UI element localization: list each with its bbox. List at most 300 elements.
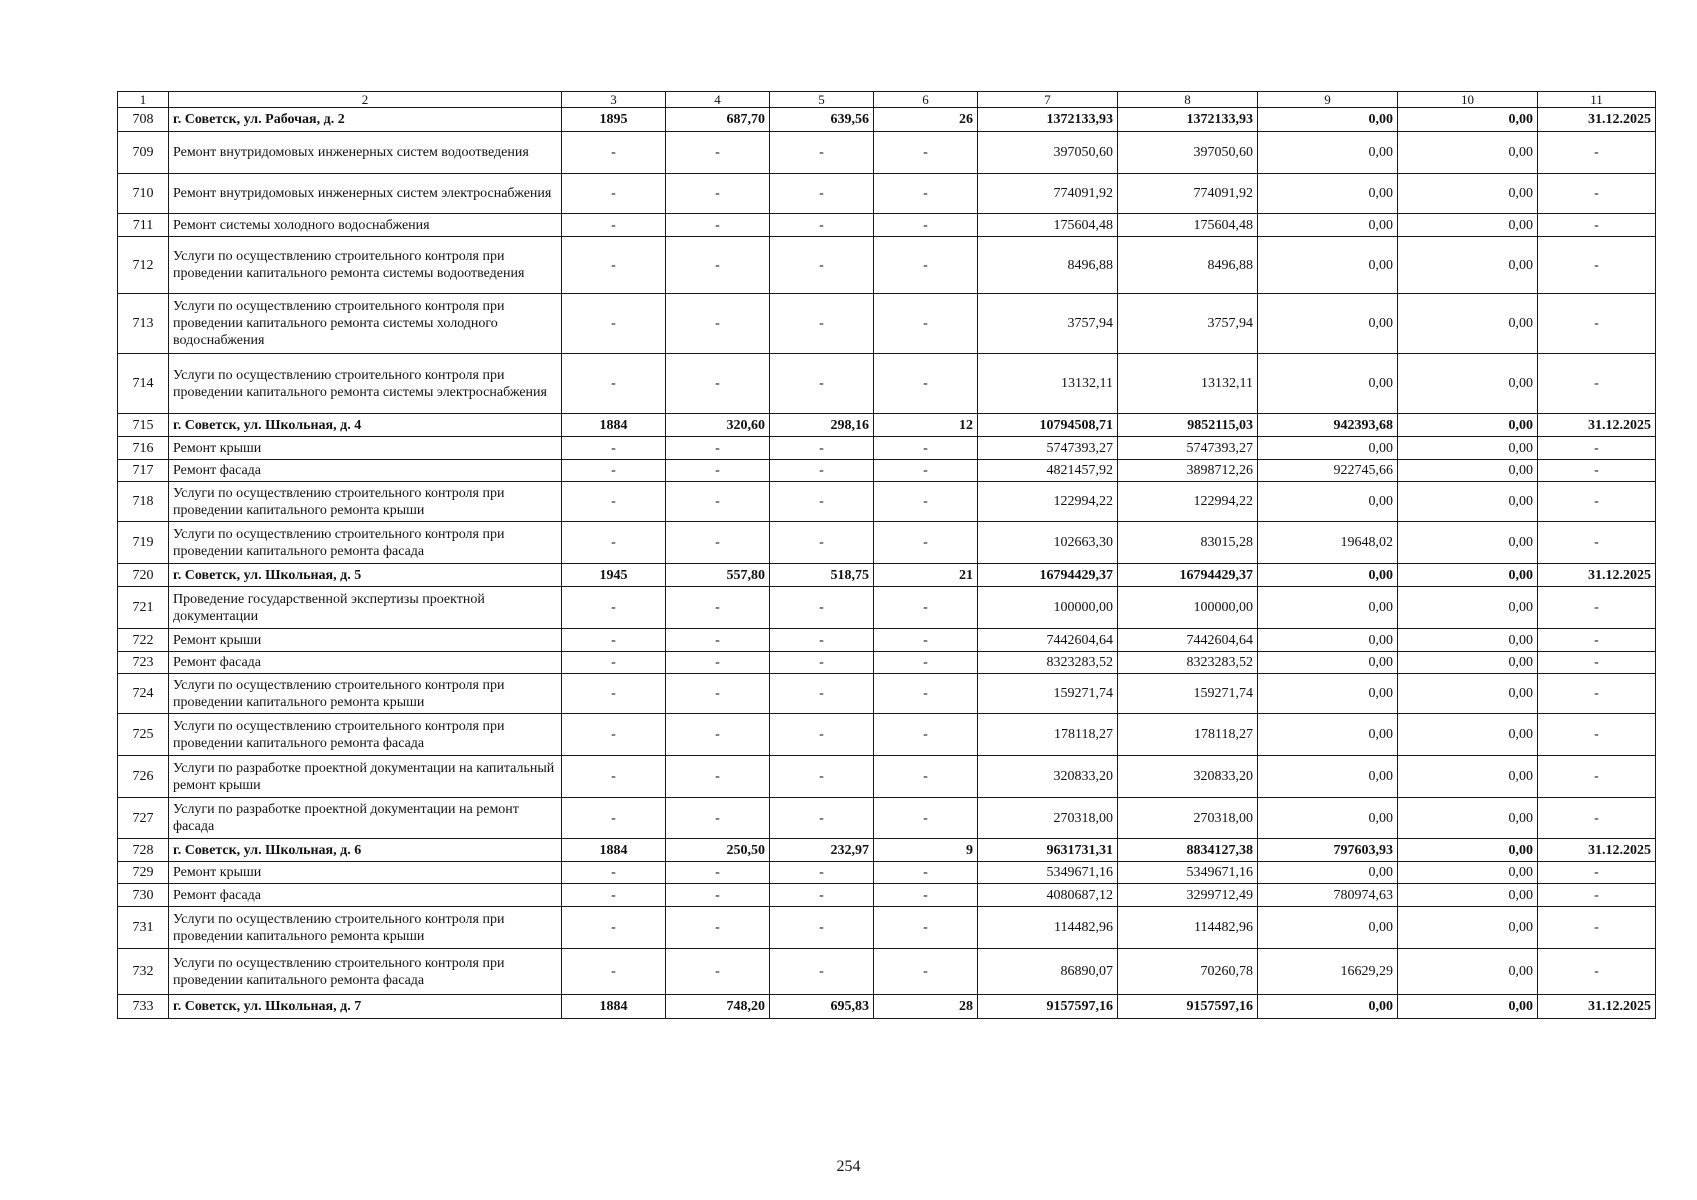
cell-col-7: 7442604,64 — [978, 629, 1118, 652]
cell-col-9: 0,00 — [1258, 564, 1398, 587]
cell-col-6: - — [874, 587, 978, 629]
cell-col-4: - — [666, 587, 770, 629]
work-item-row — [118, 214, 1656, 237]
cell-col-3: - — [562, 460, 666, 482]
work-item-row — [118, 237, 1656, 294]
column-header: 3 — [562, 92, 666, 108]
work-description: г. Советск, ул. Школьная, д. 7 — [169, 995, 562, 1019]
cell-col-7: 159271,74 — [978, 674, 1118, 714]
cell-col-7: 175604,48 — [978, 214, 1118, 237]
cell-col-7: 102663,30 — [978, 522, 1118, 564]
cell-col-9: 19648,02 — [1258, 522, 1398, 564]
cell-col-8: 8834127,38 — [1118, 839, 1258, 862]
work-description: г. Советск, ул. Школьная, д. 4 — [169, 414, 562, 437]
building-row — [118, 839, 1656, 862]
cell-col-8: 16794429,37 — [1118, 564, 1258, 587]
cell-col-7: 397050,60 — [978, 132, 1118, 174]
cell-col-11: 31.12.2025 — [1538, 414, 1656, 437]
cell-col-3: - — [562, 862, 666, 884]
cell-col-6: - — [874, 756, 978, 798]
cell-col-6: - — [874, 437, 978, 460]
cell-col-7: 16794429,37 — [978, 564, 1118, 587]
row-number: 719 — [118, 522, 169, 564]
cell-col-4: 748,20 — [666, 995, 770, 1019]
cell-col-3: - — [562, 652, 666, 674]
cell-col-5: - — [770, 652, 874, 674]
row-number: 730 — [118, 884, 169, 907]
cell-col-6: 26 — [874, 108, 978, 132]
cell-col-4: - — [666, 294, 770, 354]
cell-col-11: - — [1538, 949, 1656, 995]
work-item-row — [118, 862, 1656, 884]
cell-col-5: - — [770, 587, 874, 629]
cell-col-4: - — [666, 437, 770, 460]
cell-col-5: - — [770, 237, 874, 294]
cell-col-10: 0,00 — [1398, 132, 1538, 174]
cell-col-7: 86890,07 — [978, 949, 1118, 995]
cell-col-7: 9631731,31 — [978, 839, 1118, 862]
work-description: Услуги по осуществлению строительного контроля при проведении капитального ремонта крыши — [169, 907, 562, 949]
building-row — [118, 414, 1656, 437]
cell-col-5: - — [770, 174, 874, 214]
cell-col-11: - — [1538, 460, 1656, 482]
cell-col-6: - — [874, 214, 978, 237]
cell-col-4: 320,60 — [666, 414, 770, 437]
work-description: Ремонт внутридомовых инженерных систем электроснабжения — [169, 174, 562, 214]
cell-col-11: 31.12.2025 — [1538, 564, 1656, 587]
cell-col-4: - — [666, 354, 770, 414]
cell-col-3: - — [562, 214, 666, 237]
cell-col-10: 0,00 — [1398, 674, 1538, 714]
row-number: 731 — [118, 907, 169, 949]
cell-col-7: 114482,96 — [978, 907, 1118, 949]
cell-col-10: 0,00 — [1398, 798, 1538, 839]
cell-col-4: - — [666, 884, 770, 907]
cell-col-3: - — [562, 907, 666, 949]
cell-col-9: 0,00 — [1258, 132, 1398, 174]
cell-col-11: - — [1538, 756, 1656, 798]
cell-col-10: 0,00 — [1398, 756, 1538, 798]
cell-col-3: 1884 — [562, 995, 666, 1019]
cell-col-8: 100000,00 — [1118, 587, 1258, 629]
cell-col-10: 0,00 — [1398, 862, 1538, 884]
cell-col-4: 250,50 — [666, 839, 770, 862]
work-description: Услуги по осуществлению строительного контроля при проведении капитального ремонта системы водоотведения — [169, 237, 562, 294]
work-description: Ремонт крыши — [169, 437, 562, 460]
row-number: 725 — [118, 714, 169, 756]
column-header: 10 — [1398, 92, 1538, 108]
cell-col-3: - — [562, 354, 666, 414]
column-header: 11 — [1538, 92, 1656, 108]
cell-col-11: - — [1538, 629, 1656, 652]
cell-col-6: - — [874, 522, 978, 564]
cell-col-3: - — [562, 674, 666, 714]
cell-col-4: - — [666, 132, 770, 174]
row-number: 729 — [118, 862, 169, 884]
row-number: 709 — [118, 132, 169, 174]
cell-col-10: 0,00 — [1398, 587, 1538, 629]
cell-col-11: - — [1538, 714, 1656, 756]
cell-col-10: 0,00 — [1398, 437, 1538, 460]
work-item-row — [118, 674, 1656, 714]
cell-col-8: 774091,92 — [1118, 174, 1258, 214]
cell-col-4: - — [666, 756, 770, 798]
row-number: 728 — [118, 839, 169, 862]
cell-col-10: 0,00 — [1398, 354, 1538, 414]
row-number: 723 — [118, 652, 169, 674]
cell-col-8: 159271,74 — [1118, 674, 1258, 714]
cell-col-9: 0,00 — [1258, 862, 1398, 884]
cell-col-3: - — [562, 756, 666, 798]
work-description: Услуги по осуществлению строительного контроля при проведении капитального ремонта фасада — [169, 522, 562, 564]
cell-col-9: 922745,66 — [1258, 460, 1398, 482]
cell-col-7: 8496,88 — [978, 237, 1118, 294]
work-item-row — [118, 437, 1656, 460]
page-number: 254 — [836, 1158, 861, 1175]
work-description: Ремонт фасада — [169, 652, 562, 674]
cell-col-10: 0,00 — [1398, 907, 1538, 949]
cell-col-8: 9852115,03 — [1118, 414, 1258, 437]
cell-col-9: 0,00 — [1258, 437, 1398, 460]
row-number: 724 — [118, 674, 169, 714]
cell-col-9: 942393,68 — [1258, 414, 1398, 437]
cell-col-4: - — [666, 237, 770, 294]
cell-col-9: 0,00 — [1258, 482, 1398, 522]
cell-col-11: - — [1538, 674, 1656, 714]
work-item-row — [118, 798, 1656, 839]
column-header: 4 — [666, 92, 770, 108]
cell-col-5: - — [770, 460, 874, 482]
cell-col-7: 122994,22 — [978, 482, 1118, 522]
cell-col-4: 687,70 — [666, 108, 770, 132]
cell-col-6: - — [874, 629, 978, 652]
cell-col-6: - — [874, 237, 978, 294]
cell-col-7: 8323283,52 — [978, 652, 1118, 674]
cell-col-7: 270318,00 — [978, 798, 1118, 839]
work-description: Проведение государственной экспертизы проектной документации — [169, 587, 562, 629]
cell-col-11: - — [1538, 907, 1656, 949]
work-description: Ремонт фасада — [169, 460, 562, 482]
cell-col-10: 0,00 — [1398, 174, 1538, 214]
cell-col-3: - — [562, 294, 666, 354]
cell-col-6: - — [874, 907, 978, 949]
work-description: Ремонт крыши — [169, 629, 562, 652]
cell-col-3: - — [562, 587, 666, 629]
cell-col-9: 0,00 — [1258, 294, 1398, 354]
work-description: г. Советск, ул. Рабочая, д. 2 — [169, 108, 562, 132]
work-item-row — [118, 949, 1656, 995]
work-item-row — [118, 907, 1656, 949]
cell-col-6: 21 — [874, 564, 978, 587]
cell-col-3: 1945 — [562, 564, 666, 587]
cell-col-3: - — [562, 949, 666, 995]
cell-col-3: 1884 — [562, 839, 666, 862]
cell-col-5: - — [770, 674, 874, 714]
work-item-row — [118, 460, 1656, 482]
cell-col-11: - — [1538, 798, 1656, 839]
cell-col-5: - — [770, 132, 874, 174]
cell-col-9: 780974,63 — [1258, 884, 1398, 907]
cell-col-11: - — [1538, 237, 1656, 294]
work-description: Услуги по осуществлению строительного контроля при проведении капитального ремонта системы холодного водоснабжения — [169, 294, 562, 354]
cell-col-6: 28 — [874, 995, 978, 1019]
cell-col-10: 0,00 — [1398, 237, 1538, 294]
cell-col-9: 0,00 — [1258, 756, 1398, 798]
cell-col-6: - — [874, 354, 978, 414]
cell-col-5: - — [770, 862, 874, 884]
cell-col-9: 0,00 — [1258, 674, 1398, 714]
cell-col-9: 16629,29 — [1258, 949, 1398, 995]
cell-col-6: - — [874, 482, 978, 522]
cell-col-11: 31.12.2025 — [1538, 995, 1656, 1019]
cell-col-5: - — [770, 294, 874, 354]
cell-col-5: - — [770, 714, 874, 756]
cell-col-7: 5747393,27 — [978, 437, 1118, 460]
cell-col-7: 320833,20 — [978, 756, 1118, 798]
cell-col-5: 639,56 — [770, 108, 874, 132]
cell-col-9: 0,00 — [1258, 652, 1398, 674]
cell-col-11: - — [1538, 862, 1656, 884]
cell-col-4: - — [666, 862, 770, 884]
cell-col-9: 0,00 — [1258, 237, 1398, 294]
cell-col-8: 397050,60 — [1118, 132, 1258, 174]
row-number: 710 — [118, 174, 169, 214]
cell-col-3: - — [562, 174, 666, 214]
cell-col-6: 12 — [874, 414, 978, 437]
cell-col-10: 0,00 — [1398, 482, 1538, 522]
cell-col-8: 320833,20 — [1118, 756, 1258, 798]
cell-col-4: - — [666, 674, 770, 714]
cell-col-4: 557,80 — [666, 564, 770, 587]
column-header: 8 — [1118, 92, 1258, 108]
cell-col-4: - — [666, 482, 770, 522]
work-item-row — [118, 132, 1656, 174]
row-number: 708 — [118, 108, 169, 132]
cell-col-3: - — [562, 132, 666, 174]
cell-col-11: - — [1538, 354, 1656, 414]
row-number: 711 — [118, 214, 169, 237]
cell-col-4: - — [666, 629, 770, 652]
cell-col-6: - — [874, 652, 978, 674]
cell-col-8: 8323283,52 — [1118, 652, 1258, 674]
cell-col-9: 0,00 — [1258, 587, 1398, 629]
cell-col-4: - — [666, 949, 770, 995]
row-number: 722 — [118, 629, 169, 652]
column-header: 1 — [118, 92, 169, 108]
work-item-row — [118, 756, 1656, 798]
cell-col-6: - — [874, 674, 978, 714]
cell-col-11: 31.12.2025 — [1538, 839, 1656, 862]
work-description: Услуги по осуществлению строительного контроля при проведении капитального ремонта крыши — [169, 674, 562, 714]
cell-col-11: - — [1538, 522, 1656, 564]
cell-col-3: - — [562, 629, 666, 652]
cell-col-4: - — [666, 652, 770, 674]
cell-col-10: 0,00 — [1398, 108, 1538, 132]
building-row — [118, 564, 1656, 587]
cell-col-3: - — [562, 437, 666, 460]
cell-col-8: 7442604,64 — [1118, 629, 1258, 652]
row-number: 733 — [118, 995, 169, 1019]
work-item-row — [118, 629, 1656, 652]
cell-col-10: 0,00 — [1398, 884, 1538, 907]
cell-col-6: - — [874, 714, 978, 756]
cell-col-6: - — [874, 174, 978, 214]
cell-col-3: - — [562, 237, 666, 294]
cell-col-7: 3757,94 — [978, 294, 1118, 354]
cell-col-7: 1372133,93 — [978, 108, 1118, 132]
cell-col-10: 0,00 — [1398, 460, 1538, 482]
cell-col-8: 3757,94 — [1118, 294, 1258, 354]
work-description: г. Советск, ул. Школьная, д. 6 — [169, 839, 562, 862]
work-description: Ремонт крыши — [169, 862, 562, 884]
work-item-row — [118, 884, 1656, 907]
cell-col-5: - — [770, 437, 874, 460]
cell-col-8: 122994,22 — [1118, 482, 1258, 522]
cell-col-5: 298,16 — [770, 414, 874, 437]
cell-col-9: 797603,93 — [1258, 839, 1398, 862]
cell-col-8: 178118,27 — [1118, 714, 1258, 756]
cell-col-5: - — [770, 798, 874, 839]
cell-col-8: 175604,48 — [1118, 214, 1258, 237]
row-number: 720 — [118, 564, 169, 587]
cell-col-6: - — [874, 798, 978, 839]
cell-col-5: - — [770, 907, 874, 949]
cell-col-6: - — [874, 132, 978, 174]
cell-col-8: 3299712,49 — [1118, 884, 1258, 907]
column-header: 6 — [874, 92, 978, 108]
cell-col-11: - — [1538, 652, 1656, 674]
work-item-row — [118, 714, 1656, 756]
cell-col-10: 0,00 — [1398, 714, 1538, 756]
work-description: Услуги по разработке проектной документации на ремонт фасада — [169, 798, 562, 839]
cell-col-11: - — [1538, 587, 1656, 629]
row-number: 713 — [118, 294, 169, 354]
cell-col-10: 0,00 — [1398, 839, 1538, 862]
column-number-header-row — [118, 92, 1656, 108]
cell-col-4: - — [666, 174, 770, 214]
cell-col-5: 695,83 — [770, 995, 874, 1019]
cell-col-8: 5349671,16 — [1118, 862, 1258, 884]
cell-col-3: - — [562, 714, 666, 756]
work-description: г. Советск, ул. Школьная, д. 5 — [169, 564, 562, 587]
work-description: Услуги по осуществлению строительного контроля при проведении капитального ремонта системы электроснабжения — [169, 354, 562, 414]
cell-col-4: - — [666, 907, 770, 949]
cell-col-4: - — [666, 460, 770, 482]
cell-col-8: 8496,88 — [1118, 237, 1258, 294]
cell-col-10: 0,00 — [1398, 995, 1538, 1019]
cell-col-10: 0,00 — [1398, 522, 1538, 564]
cell-col-5: - — [770, 522, 874, 564]
work-item-row — [118, 482, 1656, 522]
cell-col-11: - — [1538, 884, 1656, 907]
row-number: 727 — [118, 798, 169, 839]
row-number: 714 — [118, 354, 169, 414]
cell-col-8: 9157597,16 — [1118, 995, 1258, 1019]
cell-col-11: 31.12.2025 — [1538, 108, 1656, 132]
cell-col-11: - — [1538, 214, 1656, 237]
cell-col-3: 1895 — [562, 108, 666, 132]
cell-col-4: - — [666, 798, 770, 839]
data-table — [117, 91, 1656, 1019]
row-number: 721 — [118, 587, 169, 629]
cell-col-7: 100000,00 — [978, 587, 1118, 629]
building-row — [118, 108, 1656, 132]
cell-col-10: 0,00 — [1398, 629, 1538, 652]
cell-col-8: 114482,96 — [1118, 907, 1258, 949]
cell-col-3: - — [562, 522, 666, 564]
cell-col-9: 0,00 — [1258, 907, 1398, 949]
cell-col-5: - — [770, 214, 874, 237]
work-description: Ремонт фасада — [169, 884, 562, 907]
cell-col-3: 1884 — [562, 414, 666, 437]
column-header: 7 — [978, 92, 1118, 108]
cell-col-8: 270318,00 — [1118, 798, 1258, 839]
work-description: Ремонт системы холодного водоснабжения — [169, 214, 562, 237]
cell-col-10: 0,00 — [1398, 949, 1538, 995]
cell-col-9: 0,00 — [1258, 214, 1398, 237]
work-item-row — [118, 174, 1656, 214]
cell-col-7: 10794508,71 — [978, 414, 1118, 437]
cell-col-8: 83015,28 — [1118, 522, 1258, 564]
cell-col-8: 13132,11 — [1118, 354, 1258, 414]
cell-col-4: - — [666, 522, 770, 564]
row-number: 732 — [118, 949, 169, 995]
cell-col-5: - — [770, 884, 874, 907]
work-item-row — [118, 354, 1656, 414]
cell-col-8: 70260,78 — [1118, 949, 1258, 995]
cell-col-7: 4821457,92 — [978, 460, 1118, 482]
work-description: Услуги по осуществлению строительного контроля при проведении капитального ремонта фасада — [169, 714, 562, 756]
cell-col-6: - — [874, 884, 978, 907]
row-number: 716 — [118, 437, 169, 460]
cell-col-9: 0,00 — [1258, 798, 1398, 839]
cell-col-8: 5747393,27 — [1118, 437, 1258, 460]
cell-col-5: - — [770, 629, 874, 652]
cell-col-10: 0,00 — [1398, 414, 1538, 437]
cell-col-8: 3898712,26 — [1118, 460, 1258, 482]
cell-col-7: 9157597,16 — [978, 995, 1118, 1019]
building-row — [118, 995, 1656, 1019]
cell-col-7: 4080687,12 — [978, 884, 1118, 907]
cell-col-6: - — [874, 460, 978, 482]
cell-col-5: 232,97 — [770, 839, 874, 862]
cell-col-9: 0,00 — [1258, 714, 1398, 756]
cell-col-11: - — [1538, 482, 1656, 522]
row-number: 726 — [118, 756, 169, 798]
column-header: 2 — [169, 92, 562, 108]
cell-col-10: 0,00 — [1398, 214, 1538, 237]
cell-col-3: - — [562, 482, 666, 522]
work-description: Услуги по осуществлению строительного контроля при проведении капитального ремонта крыши — [169, 482, 562, 522]
work-item-row — [118, 587, 1656, 629]
cell-col-4: - — [666, 214, 770, 237]
cell-col-4: - — [666, 714, 770, 756]
column-header: 9 — [1258, 92, 1398, 108]
work-description: Ремонт внутридомовых инженерных систем водоотведения — [169, 132, 562, 174]
cell-col-7: 774091,92 — [978, 174, 1118, 214]
cell-col-6: 9 — [874, 839, 978, 862]
work-description: Услуги по разработке проектной документации на капитальный ремонт крыши — [169, 756, 562, 798]
cell-col-5: - — [770, 354, 874, 414]
cell-col-6: - — [874, 294, 978, 354]
cell-col-11: - — [1538, 132, 1656, 174]
cell-col-5: - — [770, 756, 874, 798]
cell-col-11: - — [1538, 174, 1656, 214]
row-number: 717 — [118, 460, 169, 482]
cell-col-7: 13132,11 — [978, 354, 1118, 414]
cell-col-6: - — [874, 862, 978, 884]
cell-col-11: - — [1538, 437, 1656, 460]
